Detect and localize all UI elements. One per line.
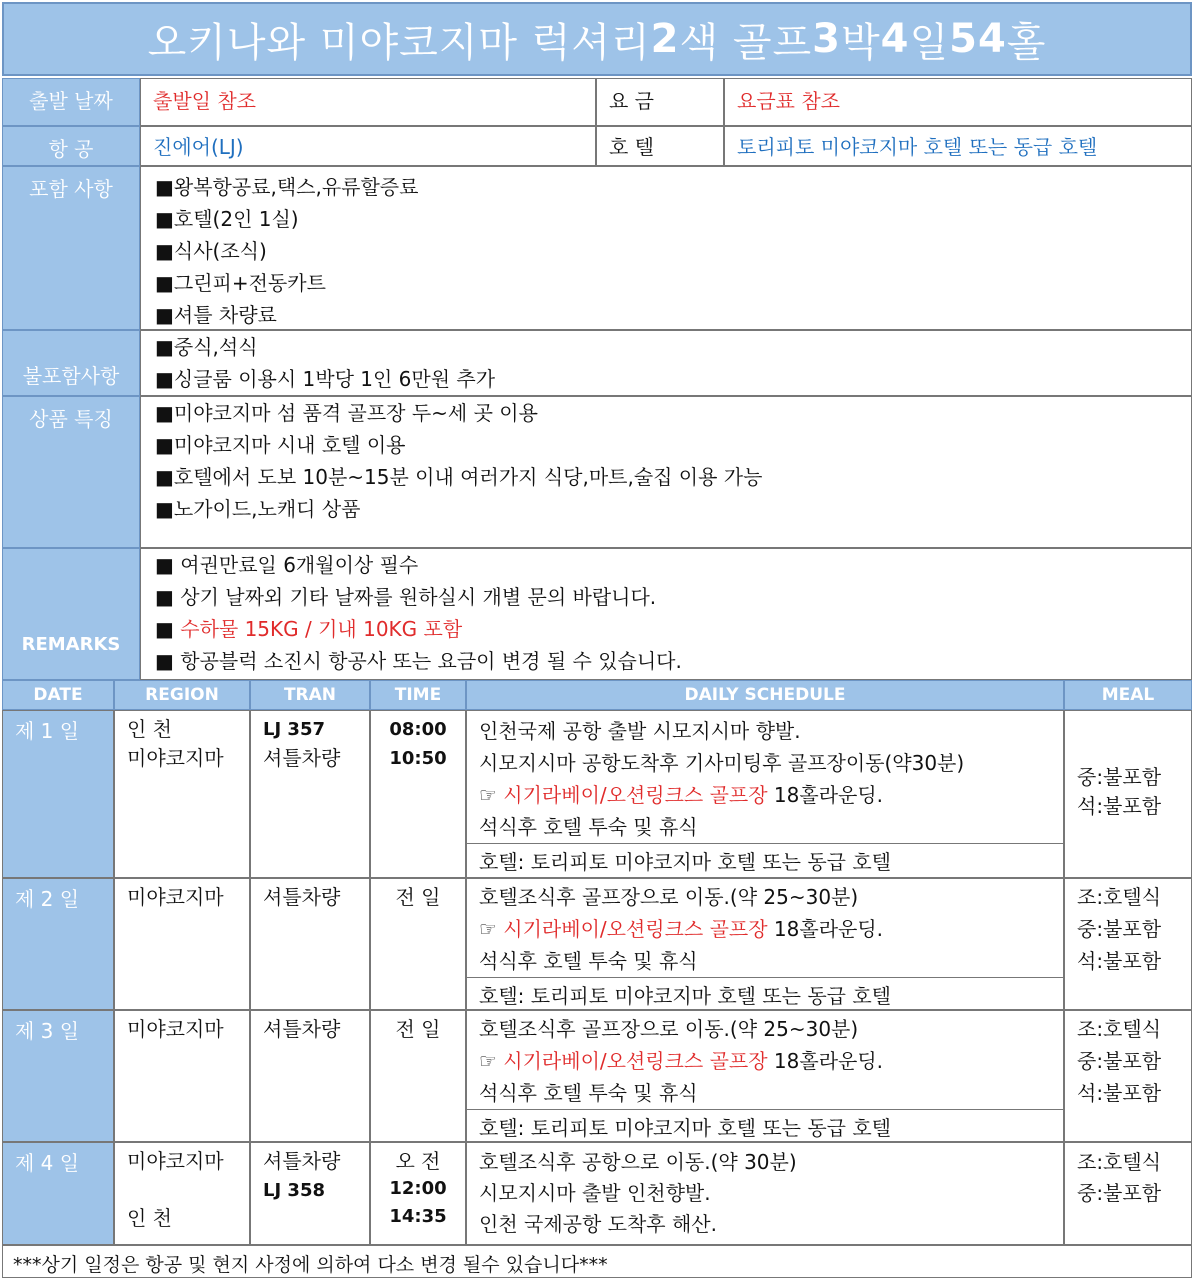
remarks-list bbox=[141, 549, 1191, 677]
time-line: 12:00 bbox=[389, 1178, 447, 1199]
features-label: 상품 특징 bbox=[2, 396, 140, 548]
day4-time bbox=[370, 1142, 466, 1245]
title-bold-1: 2 bbox=[650, 16, 680, 62]
pointing-hand-icon: ☞ bbox=[479, 917, 504, 941]
golf-course-name: 시기라베이/오션링크스 골프장 bbox=[503, 917, 768, 941]
region-line: 미야코지마 bbox=[127, 1017, 224, 1041]
title-bold-3: 4 bbox=[880, 16, 910, 62]
header-time: TIME bbox=[370, 680, 466, 710]
schedule-line: 호텔조식후 골프장으로 이동.(약 25~30분) bbox=[479, 1017, 859, 1041]
tran-line: 셔틀차량 bbox=[263, 746, 341, 770]
excluded-item: ■싱글룸 이용시 1박당 1인 6만원 추가 bbox=[155, 367, 496, 391]
day3-schedule bbox=[466, 1010, 1064, 1142]
day3-hotel: 호텔: 토리피토 미야코지마 호텔 또는 동급 호텔 bbox=[467, 1109, 1063, 1141]
included-item: ■그린피+전동카트 bbox=[155, 271, 326, 295]
depart-value: 출발일 참조 bbox=[153, 89, 256, 113]
included-item: ■식사(조식) bbox=[155, 239, 267, 263]
features-list bbox=[141, 397, 1191, 525]
included-item: ■호텔(2인 1실) bbox=[155, 207, 299, 231]
time-line: 전 일 bbox=[395, 1017, 441, 1041]
region-line: 미야코지마 bbox=[127, 1149, 224, 1173]
header-meal: MEAL bbox=[1064, 680, 1192, 710]
included-cell bbox=[140, 166, 1192, 330]
fare-label: 요 금 bbox=[609, 89, 654, 113]
day3-meal bbox=[1064, 1010, 1192, 1142]
golf-rounds: 18홀라운딩. bbox=[767, 1049, 884, 1073]
day1-time bbox=[370, 710, 466, 878]
day4-tran bbox=[250, 1142, 370, 1245]
schedule-line: 호텔조식후 공항으로 이동.(약 30분) bbox=[479, 1150, 797, 1174]
day3-tran bbox=[250, 1010, 370, 1142]
excluded-list bbox=[141, 331, 1191, 395]
included-item: ■셔틀 차량료 bbox=[155, 303, 277, 327]
day1-meal bbox=[1064, 710, 1192, 878]
time-line: 14:35 bbox=[389, 1206, 447, 1227]
meal-line: 중:불포함 bbox=[1077, 917, 1162, 941]
schedule-line: 시모지시마 출발 인천향발. bbox=[479, 1181, 711, 1205]
time-line: 오 전 bbox=[395, 1149, 441, 1173]
region-line: 인 천 bbox=[127, 717, 172, 741]
features-item: ■호텔에서 도보 10분~15분 이내 여러가지 식당,마트,술집 이용 가능 bbox=[155, 465, 763, 489]
day2-meal bbox=[1064, 878, 1192, 1010]
meal-line: 조:호텔식 bbox=[1077, 885, 1162, 909]
time-line: 08:00 bbox=[389, 719, 447, 740]
depart-cell bbox=[140, 78, 596, 126]
day4-date: 제 4 일 bbox=[2, 1142, 114, 1245]
schedule-line: 인천 국제공항 도착후 해산. bbox=[479, 1212, 717, 1236]
remarks-bullet: ■ bbox=[155, 617, 181, 641]
meal-line: 석:불포함 bbox=[1077, 794, 1162, 818]
airline-value: 진에어(LJ) bbox=[153, 135, 244, 159]
pointing-hand-icon: ☞ bbox=[479, 1049, 504, 1073]
meal-line: 중:불포함 bbox=[1077, 765, 1162, 789]
region-line: 미야코지마 bbox=[127, 885, 224, 909]
day1-tran bbox=[250, 710, 370, 878]
title-text-4: 일 bbox=[909, 19, 950, 66]
title-text-3: 박 bbox=[841, 19, 881, 66]
excluded-item: ■중식,석식 bbox=[155, 335, 258, 359]
airline-label: 항 공 bbox=[2, 126, 140, 166]
tran-line: 셔틀차량 bbox=[263, 1017, 341, 1041]
depart-label: 출발 날짜 bbox=[2, 78, 140, 126]
tran-line: 셔틀차량 bbox=[263, 885, 341, 909]
day3-time bbox=[370, 1010, 466, 1142]
schedule-line: 호텔조식후 골프장으로 이동.(약 25~30분) bbox=[479, 885, 859, 909]
meal-line: 조:호텔식 bbox=[1077, 1017, 1162, 1041]
airline-cell bbox=[140, 126, 596, 166]
remarks-label: REMARKS bbox=[2, 548, 140, 680]
day3-date: 제 3 일 bbox=[2, 1010, 114, 1142]
header-tran: TRAN bbox=[250, 680, 370, 710]
title-text-5: 홀 bbox=[1006, 19, 1047, 66]
schedule-line-golf bbox=[479, 779, 1063, 811]
title-text-1: 오키나와 미야코지마 럭셔리 bbox=[147, 19, 651, 66]
tran-line: LJ 358 bbox=[263, 1180, 326, 1201]
remarks-item bbox=[155, 613, 1191, 645]
included-list bbox=[141, 167, 1191, 331]
schedule-line-golf bbox=[479, 1045, 1063, 1077]
remarks-item: ■ 항공블럭 소진시 항공사 또는 요금이 변경 될 수 있습니다. bbox=[155, 649, 682, 673]
title-text-2: 색 골프 bbox=[679, 19, 813, 66]
day2-tran bbox=[250, 878, 370, 1010]
meal-line: 석:불포함 bbox=[1077, 1081, 1162, 1105]
tran-line: 셔틀차량 bbox=[263, 1149, 341, 1173]
golf-rounds: 18홀라운딩. bbox=[767, 917, 884, 941]
day1-region bbox=[114, 710, 250, 878]
features-item: ■미야코지마 시내 호텔 이용 bbox=[155, 433, 406, 457]
tran-line: LJ 357 bbox=[263, 719, 326, 740]
hotel-label: 호 텔 bbox=[609, 135, 654, 159]
schedule-line: 석식후 호텔 투숙 및 휴식 bbox=[479, 1081, 698, 1105]
footer-notice: ***상기 일정은 항공 및 현지 사정에 의하여 다소 변경 될수 있습니다*** bbox=[2, 1245, 1192, 1278]
remarks-item: ■ 상기 날짜외 기타 날짜를 원하실시 개별 문의 바랍니다. bbox=[155, 585, 657, 609]
excluded-cell bbox=[140, 330, 1192, 396]
day1-hotel: 호텔: 토리피토 미야코지마 호텔 또는 동급 호텔 bbox=[467, 843, 1063, 877]
day4-meal bbox=[1064, 1142, 1192, 1245]
region-line: 미야코지마 bbox=[127, 746, 224, 770]
meal-line: 조:호텔식 bbox=[1077, 1150, 1162, 1174]
schedule-line: 시모지시마 공항도착후 기사미팅후 골프장이동(약30분) bbox=[479, 751, 965, 775]
meal-line: 중:불포함 bbox=[1077, 1181, 1162, 1205]
hotel-cell bbox=[724, 126, 1192, 166]
features-item: ■미야코지마 섬 품격 골프장 두~세 곳 이용 bbox=[155, 401, 538, 425]
pointing-hand-icon: ☞ bbox=[479, 783, 504, 807]
title-bold-4: 54 bbox=[949, 16, 1007, 62]
golf-rounds: 18홀라운딩. bbox=[767, 783, 884, 807]
fare-cell bbox=[724, 78, 1192, 126]
day2-date: 제 2 일 bbox=[2, 878, 114, 1010]
included-item: ■왕복항공료,택스,유류할증료 bbox=[155, 175, 419, 199]
schedule-line: 석식후 호텔 투숙 및 휴식 bbox=[479, 815, 698, 839]
time-line: 전 일 bbox=[395, 885, 441, 909]
meal-line: 석:불포함 bbox=[1077, 949, 1162, 973]
day4-schedule bbox=[466, 1142, 1064, 1245]
header-daily-schedule: DAILY SCHEDULE bbox=[466, 680, 1064, 710]
schedule-line: 인천국제 공항 출발 시모지시마 향발. bbox=[479, 719, 801, 743]
fare-label-cell bbox=[596, 78, 724, 126]
meal-line: 중:불포함 bbox=[1077, 1049, 1162, 1073]
day2-time bbox=[370, 878, 466, 1010]
title-bold-2: 3 bbox=[812, 16, 841, 62]
day3-region bbox=[114, 1010, 250, 1142]
day2-schedule bbox=[466, 878, 1064, 1010]
included-label: 포함 사항 bbox=[2, 166, 140, 330]
remarks-cell bbox=[140, 548, 1192, 680]
day1-schedule-lines bbox=[467, 711, 1063, 843]
day1-date: 제 1 일 bbox=[2, 710, 114, 878]
day2-schedule-lines bbox=[467, 879, 1063, 977]
fare-value: 요금표 참조 bbox=[737, 89, 840, 113]
time-line: 10:50 bbox=[389, 748, 447, 769]
golf-course-name: 시기라베이/오션링크스 골프장 bbox=[503, 1049, 768, 1073]
header-region: REGION bbox=[114, 680, 250, 710]
header-date: DATE bbox=[2, 680, 114, 710]
hotel-value: 토리피토 미야코지마 호텔 또는 동급 호텔 bbox=[737, 135, 1098, 159]
day3-schedule-lines bbox=[467, 1011, 1063, 1109]
excluded-label: 불포함사항 bbox=[2, 330, 140, 396]
day1-schedule bbox=[466, 710, 1064, 878]
day4-region bbox=[114, 1142, 250, 1245]
hotel-label-cell bbox=[596, 126, 724, 166]
page-title bbox=[2, 2, 1192, 76]
region-line: 인 천 bbox=[127, 1206, 172, 1230]
day2-region bbox=[114, 878, 250, 1010]
features-item: ■노가이드,노캐디 상품 bbox=[155, 497, 361, 521]
remarks-item: ■ 여권만료일 6개월이상 필수 bbox=[155, 553, 419, 577]
features-cell bbox=[140, 396, 1192, 548]
day2-hotel: 호텔: 토리피토 미야코지마 호텔 또는 동급 호텔 bbox=[467, 977, 1063, 1009]
schedule-line-golf bbox=[479, 913, 1063, 945]
golf-course-name: 시기라베이/오션링크스 골프장 bbox=[503, 783, 768, 807]
remarks-baggage: 수하물 15KG / 기내 10KG 포함 bbox=[180, 617, 463, 641]
schedule-line: 석식후 호텔 투숙 및 휴식 bbox=[479, 949, 698, 973]
